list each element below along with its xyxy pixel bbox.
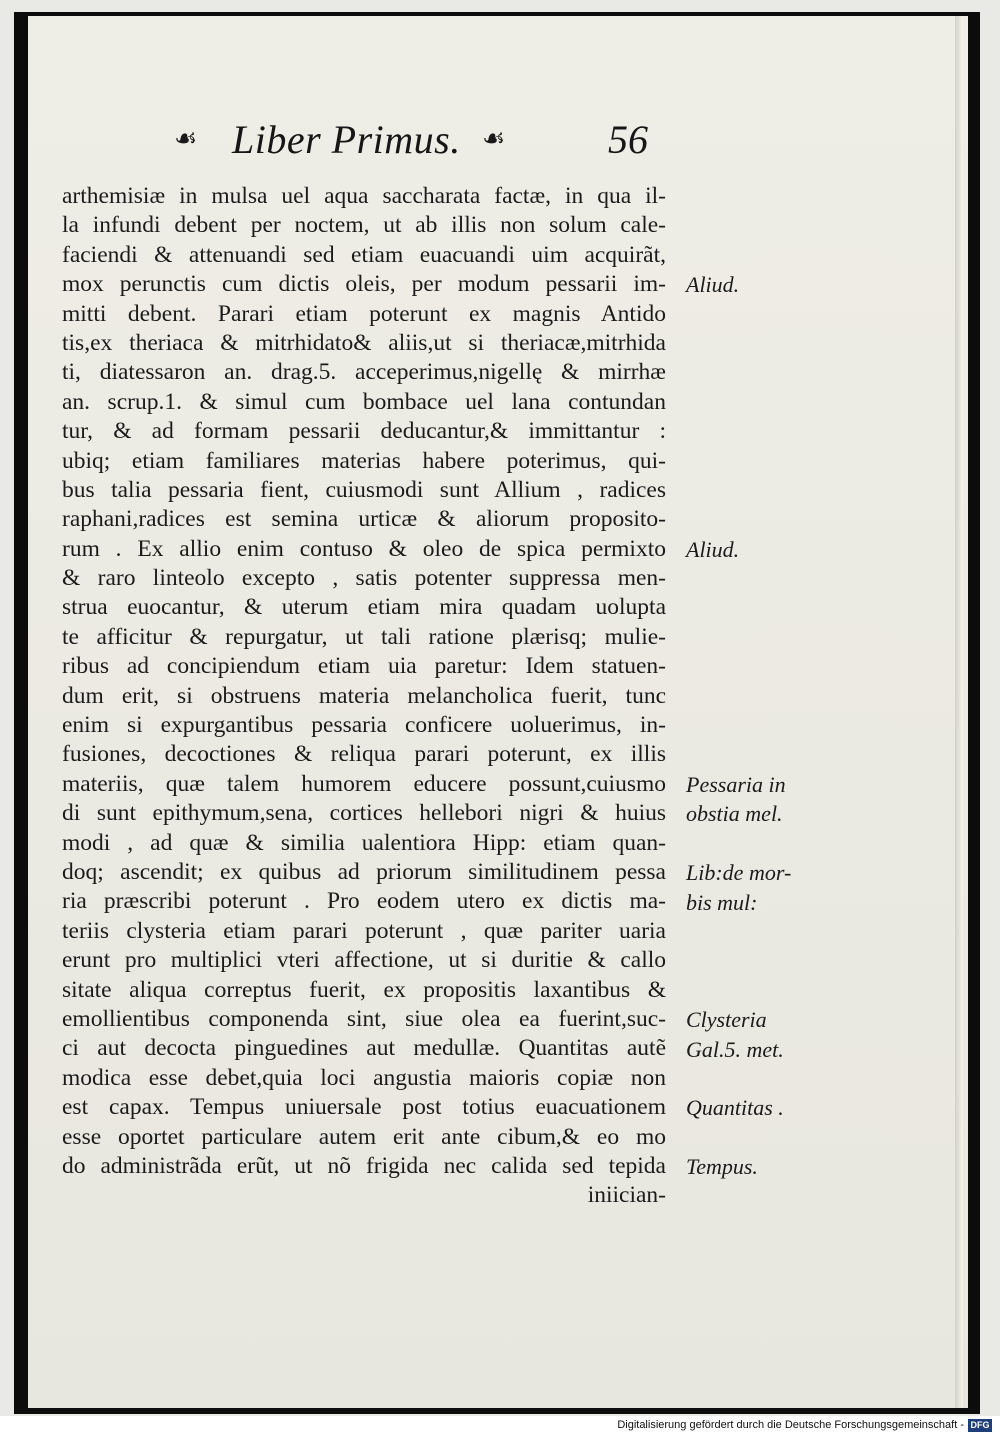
margin-note: Gal.5. met. [686, 1036, 784, 1062]
text-line: enim si expurgantibus pessaria conficere uoluerimus, in- [62, 712, 666, 739]
text-line: materiis, quæ talem humorem educere possunt,cuiusmo [62, 770, 666, 797]
text-line: & raro linteolo excepto , satis potenter suppressa men- [62, 565, 666, 592]
text-line: ribus ad concipiendum etiam uia paretur: Idem statuen- [62, 653, 666, 680]
text-line: faciendi & attenuandi sed etiam euacuandi uim acquirãt, [62, 241, 666, 268]
margin-note: Tempus. [686, 1154, 758, 1180]
text-line: raphani,radices est semina urticæ & aliorum proposito- [62, 506, 666, 533]
margin-note: obstia mel. [686, 801, 783, 827]
text-line: la infundi debent per noctem, ut ab illis non solum cale- [62, 212, 666, 239]
margin-note: Aliud. [686, 272, 740, 298]
text-line: emollientibus componenda sint, siue olea ea fuerint,suc- [62, 1005, 666, 1032]
text-line: modi , ad quæ & similia ualentiora Hipp: etiam quan- [62, 829, 666, 856]
text-line: mitti debent. Parari etiam poterunt ex magnis Antido [62, 300, 666, 327]
text-line: ria præscribi poterunt . Pro eodem utero ex dictis ma- [62, 888, 666, 915]
body-text [62, 182, 666, 1211]
margin-note: Pessaria in [686, 772, 786, 797]
margin-note: Quantitas . [686, 1095, 784, 1121]
text-line: est capax. Tempus uniuersale post totius euacuationem [62, 1094, 666, 1121]
text-line: ci aut decocta pinguedines aut medullæ. Quantitas autẽ [62, 1035, 666, 1062]
text-line: erunt pro multiplici vteri affectione, ut si duritie & callo [62, 947, 666, 974]
footer-bar [0, 1416, 1000, 1437]
text-line: do administrãda erũt, ut nõ frigida nec calida sed tepida [62, 1152, 666, 1179]
margin-note: Aliud. [686, 536, 740, 562]
catchword: iniician- [587, 1182, 666, 1209]
fleuron-icon: ☙ [174, 124, 198, 153]
text-line: strua euocantur, & uterum etiam mira quadam uolupta [62, 594, 666, 621]
fleuron-icon: ☙ [482, 124, 506, 153]
page-header [160, 108, 680, 164]
text-line: te afficitur & repurgatur, ut tali ratione plærisq; mulie- [62, 623, 666, 650]
text-line: arthemisiæ in mulsa uel aqua saccharata factæ, in qua il- [62, 183, 666, 209]
text-line: esse oportet particulare autem erit ante cibum,& eo mo [62, 1123, 666, 1150]
page-edge [955, 16, 963, 1408]
text-line: teriis clysteria etiam parari poterunt , quæ pariter uaria [62, 917, 666, 944]
running-title: Liber Primus. [232, 117, 461, 162]
text-line: ti, diatessaron an. drag.5. acceperimus,nigellę & mirrhæ [62, 359, 666, 386]
margin-note: Lib:de mor- [686, 860, 792, 886]
text-line: tur, & ad formam pessarii deducantur,& immittantur : [62, 418, 666, 445]
text-line: bus talia pessaria fient, cuiusmodi sunt Allium , radices [62, 476, 666, 503]
text-line: doq; ascendit; ex quibus ad priorum similitudinem pessa [62, 858, 666, 885]
funding-credit: Digitalisierung gefördert durch die Deutsche Forschungsgemeinschaft - [617, 1419, 964, 1431]
page-number: 56 [608, 117, 648, 162]
margin-note: Clysteria [686, 1007, 767, 1033]
text-line: sitate aliqua correptus fuerit, ex propositis laxantibus & [62, 976, 666, 1003]
text-line: ubiq; etiam familiares materias habere poterimus, qui- [62, 447, 666, 474]
text-line: fusiones, decoctiones & reliqua parari poterunt, ex illis [62, 741, 666, 768]
margin-note: bis mul: [686, 889, 758, 915]
text-line: dum erit, si obstruens materia melancholica fuerit, tunc [62, 682, 666, 709]
text-line: modica esse debet,quia loci angustia maioris copiæ non [62, 1064, 666, 1091]
text-line: rum . Ex allio enim contuso & oleo de spica permixto [62, 535, 666, 562]
dfg-logo-icon: DFG [968, 1419, 992, 1432]
text-line: di sunt epithymum,sena, cortices hellebori nigri & huius [62, 800, 666, 827]
text-line: an. scrup.1. & simul cum bombace uel lana contundan [62, 388, 666, 415]
text-line: mox perunctis cum dictis oleis, per modum pessarii im- [62, 271, 666, 298]
text-line: tis,ex theriaca & mitrhidato& aliis,ut si theriacæ,mitrhida [62, 329, 666, 356]
